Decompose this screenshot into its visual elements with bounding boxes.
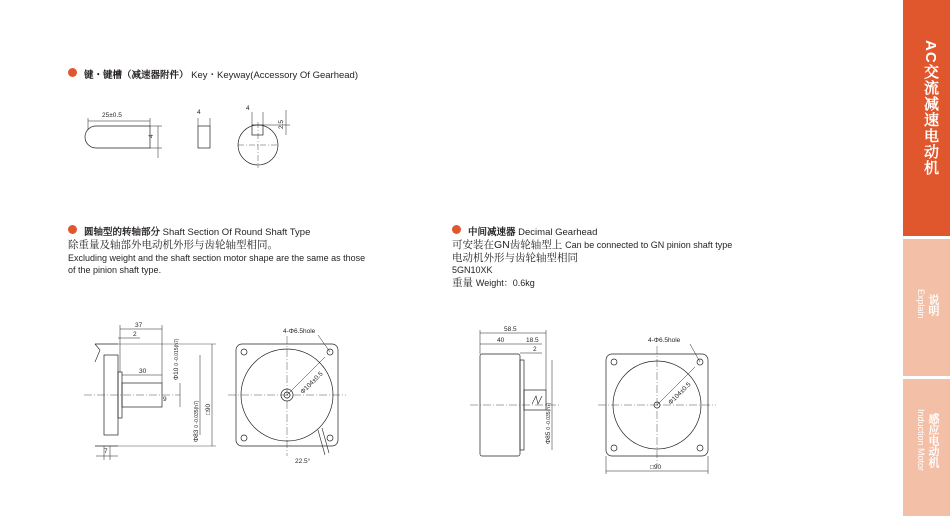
decimal-square-dim: □90 — [650, 464, 662, 471]
decimal-overall-dim: 58.5 — [504, 326, 517, 333]
decimal-desc-1-en: Can be connected to GN pinion shaft type — [565, 240, 733, 250]
keyway-width-dim: 4 — [246, 105, 250, 112]
decimal-title-en: Decimal Gearhead — [518, 227, 598, 238]
sidebar-tab-explain-en: Explain — [916, 289, 926, 319]
square-dim: □90 — [205, 403, 212, 415]
weight-value: Weight：0.6kg — [475, 277, 535, 288]
bottom-dim: 7 — [104, 448, 108, 455]
decimal-body-dim: 40 — [497, 337, 505, 344]
key-length-dim: 25±0.5 — [102, 112, 122, 119]
shaft-length-dim: 30 — [139, 368, 147, 375]
decimal-desc-2: 电动机外形与齿轮轴型相同 — [452, 251, 578, 264]
pilot-dia-dim: Φ83 0 -0.035(h7) — [193, 400, 200, 442]
hole-dim: 4-Φ6.5hole — [283, 328, 316, 335]
decimal-model: 5GN10XK — [452, 265, 493, 275]
decimal-front-view — [598, 337, 716, 474]
shaft-side-view — [84, 322, 216, 460]
key-height-dim: 4 — [148, 134, 155, 138]
key-title-zh: 键・键槽（减速器附件） — [84, 70, 189, 81]
shaft-flange-dim: 2 — [133, 331, 137, 338]
shaft-desc-en-2: of the pinion shaft type. — [68, 265, 162, 275]
angle-dim: 22.5° — [295, 458, 311, 465]
weight-label: 重量 — [452, 276, 473, 289]
decimal-pilot-dim: Φ85 0 -0.035(h7) — [545, 402, 552, 444]
decimal-side-view — [470, 326, 560, 456]
decimal-shaft-dim: 18.5 — [526, 337, 539, 344]
decimal-desc-1-zh: 可安装在GN齿轮轴型上 — [452, 239, 563, 251]
sidebar-main-tab[interactable] — [903, 0, 950, 236]
sidebar-tab-induction[interactable] — [903, 379, 950, 516]
shaft-desc-en-1: Excluding weight and the shaft section motor shape are the same as those — [68, 252, 366, 263]
sidebar-main-label: AC交流减速电动机 — [922, 40, 939, 176]
key-drawing — [85, 105, 290, 168]
sidebar-tab-explain[interactable] — [903, 239, 950, 376]
decimal-pcd-dim: Φ104±0.5 — [667, 381, 693, 407]
decimal-hole-dim: 4-Φ6.5hole — [648, 337, 681, 344]
decimal-flange-dim: 2 — [533, 346, 537, 353]
pcd-dim: Φ104±0.5 — [299, 370, 325, 396]
keyway-depth-dim: 2.5 — [278, 119, 285, 129]
shaft-title-zh: 圆轴型的转轴部分 — [84, 227, 161, 238]
sidebar-tab-induction-zh: 感应电动机 — [927, 413, 939, 468]
shaft-front-view — [228, 328, 346, 465]
decimal-title-zh: 中间减速器 — [468, 227, 516, 238]
sidebar-tab-explain-zh: 说明 — [927, 294, 939, 316]
shaft-dia-dim: Φ10 0 -0.015(h7) — [173, 338, 180, 380]
shaft-desc-zh: 除重量及轴部外电动机外形与齿轮轴型相同。 — [68, 239, 278, 251]
key-title-en: Key・Keyway(Accessory Of Gearhead) — [191, 70, 358, 81]
sidebar-tab-induction-en: Induction Motor — [916, 409, 926, 472]
shaft-overall-dim: 37 — [135, 322, 143, 329]
key-width-dim: 4 — [197, 109, 201, 116]
shaft-title-en: Shaft Section Of Round Shaft Type — [162, 227, 311, 238]
shaft-step-dim: 9 — [163, 396, 167, 403]
